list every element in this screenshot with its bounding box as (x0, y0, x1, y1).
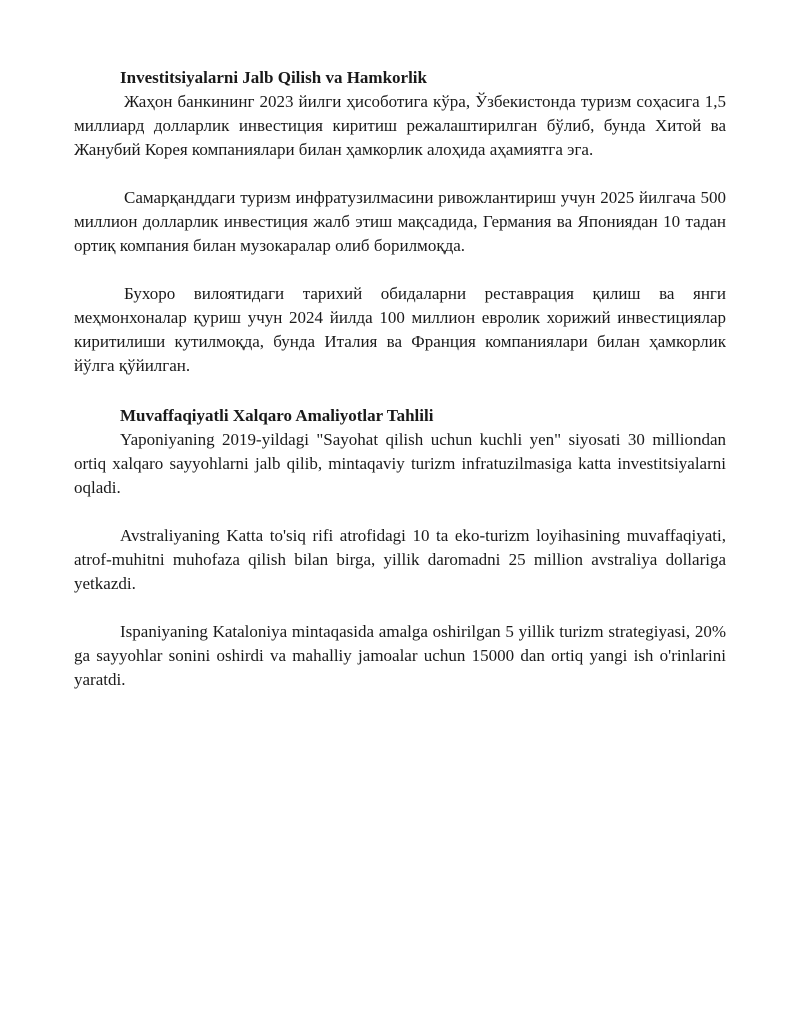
section-heading: Muvaffaqiyatli Xalqaro Amaliyotlar Tahlili (120, 406, 434, 425)
section-international-practices (74, 404, 726, 716)
section-investments (74, 66, 726, 402)
section-heading: Investitsiyalarni Jalb Qilish va Hamkorlik (120, 68, 427, 87)
paragraph: Ispaniyaning Kataloniya mintaqasida amalga oshirilgan 5 yillik turizm strategiyasi, 20% ga sayyohlar sonini oshirdi va mahalliy jamoalar uchun 15000 dan ortiq yangi ish o'rinlarini yaratdi. (74, 622, 726, 689)
paragraph: Yaponiyaning 2019-yildagi "Sayohat qilish uchun kuchli yen" siyosati 30 milliondan ortiq xalqaro sayyohlarni jalb qilib, mintaqaviy turizm infratuzilmasiga katta investitsiyalarni oqladi. (74, 430, 726, 497)
paragraph: Бухоро вилоятидаги тарихий обидаларни реставрация қилиш ва янги меҳмонхоналар қуриш учун 2024 йилда 100 миллион евролик хорижий инвестициялар киритилиши кутилмоқда, бунда Италия ва Франция компаниялари билан ҳамкорлик йўлга қўйилган. (74, 284, 726, 375)
paragraph: Avstraliyaning Katta to'siq rifi atrofidagi 10 ta eko-turizm loyihasining muvaffaqiyati, atrof-muhitni muhofaza qilish bilan birga, yillik daromadni 25 million avstraliya dollariga yetkazdi. (74, 526, 726, 593)
paragraph: Самарқанддаги туризм инфратузилмасини ривожлантириш учун 2025 йилгача 500 миллион долларлик инвестиция жалб этиш мақсадида, Германия ва Япониядан 10 тадан ортиқ компания билан музокаралар олиб борилмоқда. (74, 188, 726, 255)
paragraph: Жаҳон банкининг 2023 йилги ҳисоботига кўра, Ўзбекистонда туризм соҳасига 1,5 миллиард долларлик инвестиция киритиш режалаштирилган бўлиб, бунда Хитой ва Жанубий Корея компаниялари билан ҳамкорлик алоҳида аҳамиятга эга. (74, 92, 726, 159)
